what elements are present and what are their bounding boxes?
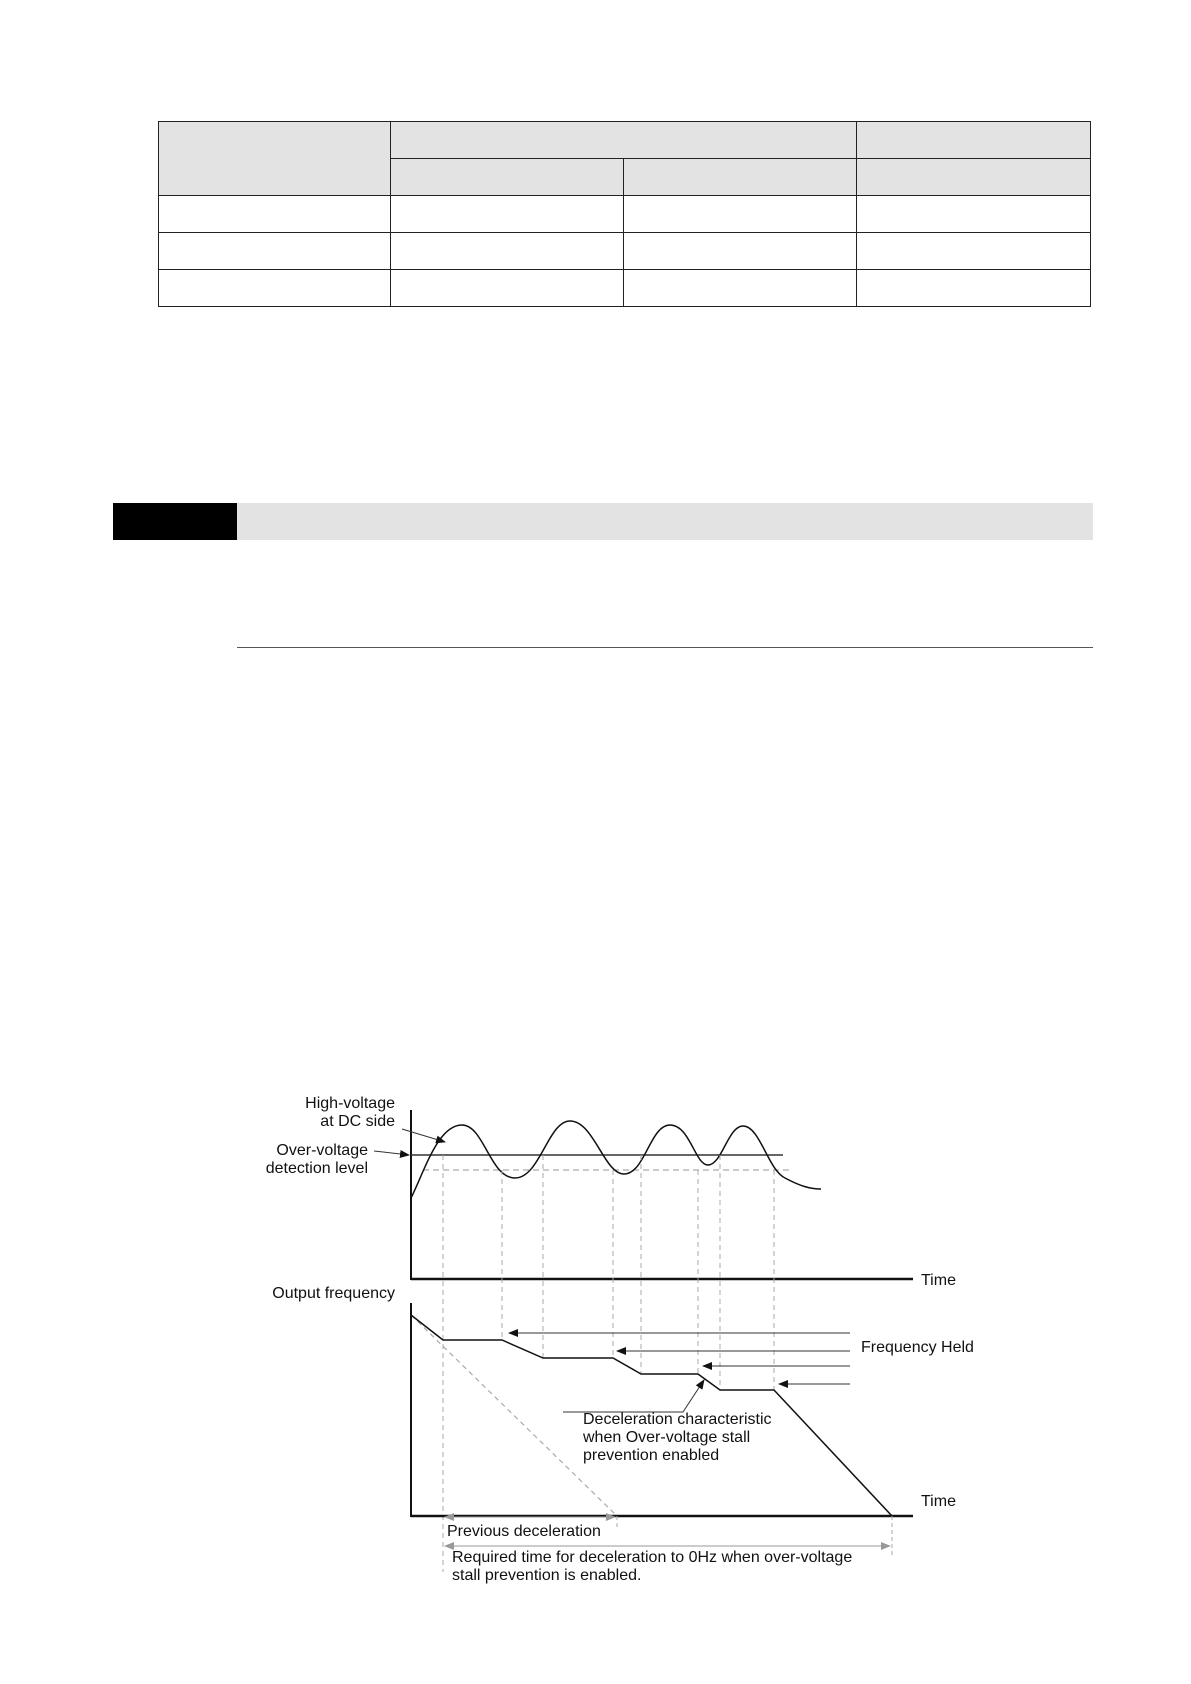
time-label-top: Time [921, 1272, 956, 1289]
high-voltage-label: High-voltage [305, 1095, 395, 1112]
decel-characteristic-pointer [563, 1380, 704, 1412]
decel-characteristic-label-3: prevention enabled [583, 1447, 720, 1464]
ov-level-label: Over-voltage [276, 1142, 368, 1159]
transition-guides [443, 1155, 774, 1572]
detection-level-label: detection level [265, 1160, 368, 1177]
decel-characteristic-label-2: when Over-voltage stall [583, 1429, 751, 1446]
frequency-held-label: Frequency Held [861, 1339, 974, 1356]
dc-side-label: at DC side [320, 1113, 395, 1130]
ov-level-pointer [374, 1151, 409, 1155]
required-time-label-1: Required time for deceleration to 0Hz when over-voltage [452, 1549, 853, 1566]
decel-characteristic-label-1: Deceleration characteristic [583, 1411, 772, 1428]
previous-deceleration-label: Previous deceleration [447, 1523, 601, 1540]
dc-voltage-curve [411, 1121, 821, 1198]
high-voltage-pointer [402, 1129, 445, 1142]
output-frequency-label: Output frequency [272, 1285, 395, 1302]
time-label-bottom: Time [921, 1493, 956, 1510]
required-time-label-2: stall prevention is enabled. [452, 1567, 642, 1584]
